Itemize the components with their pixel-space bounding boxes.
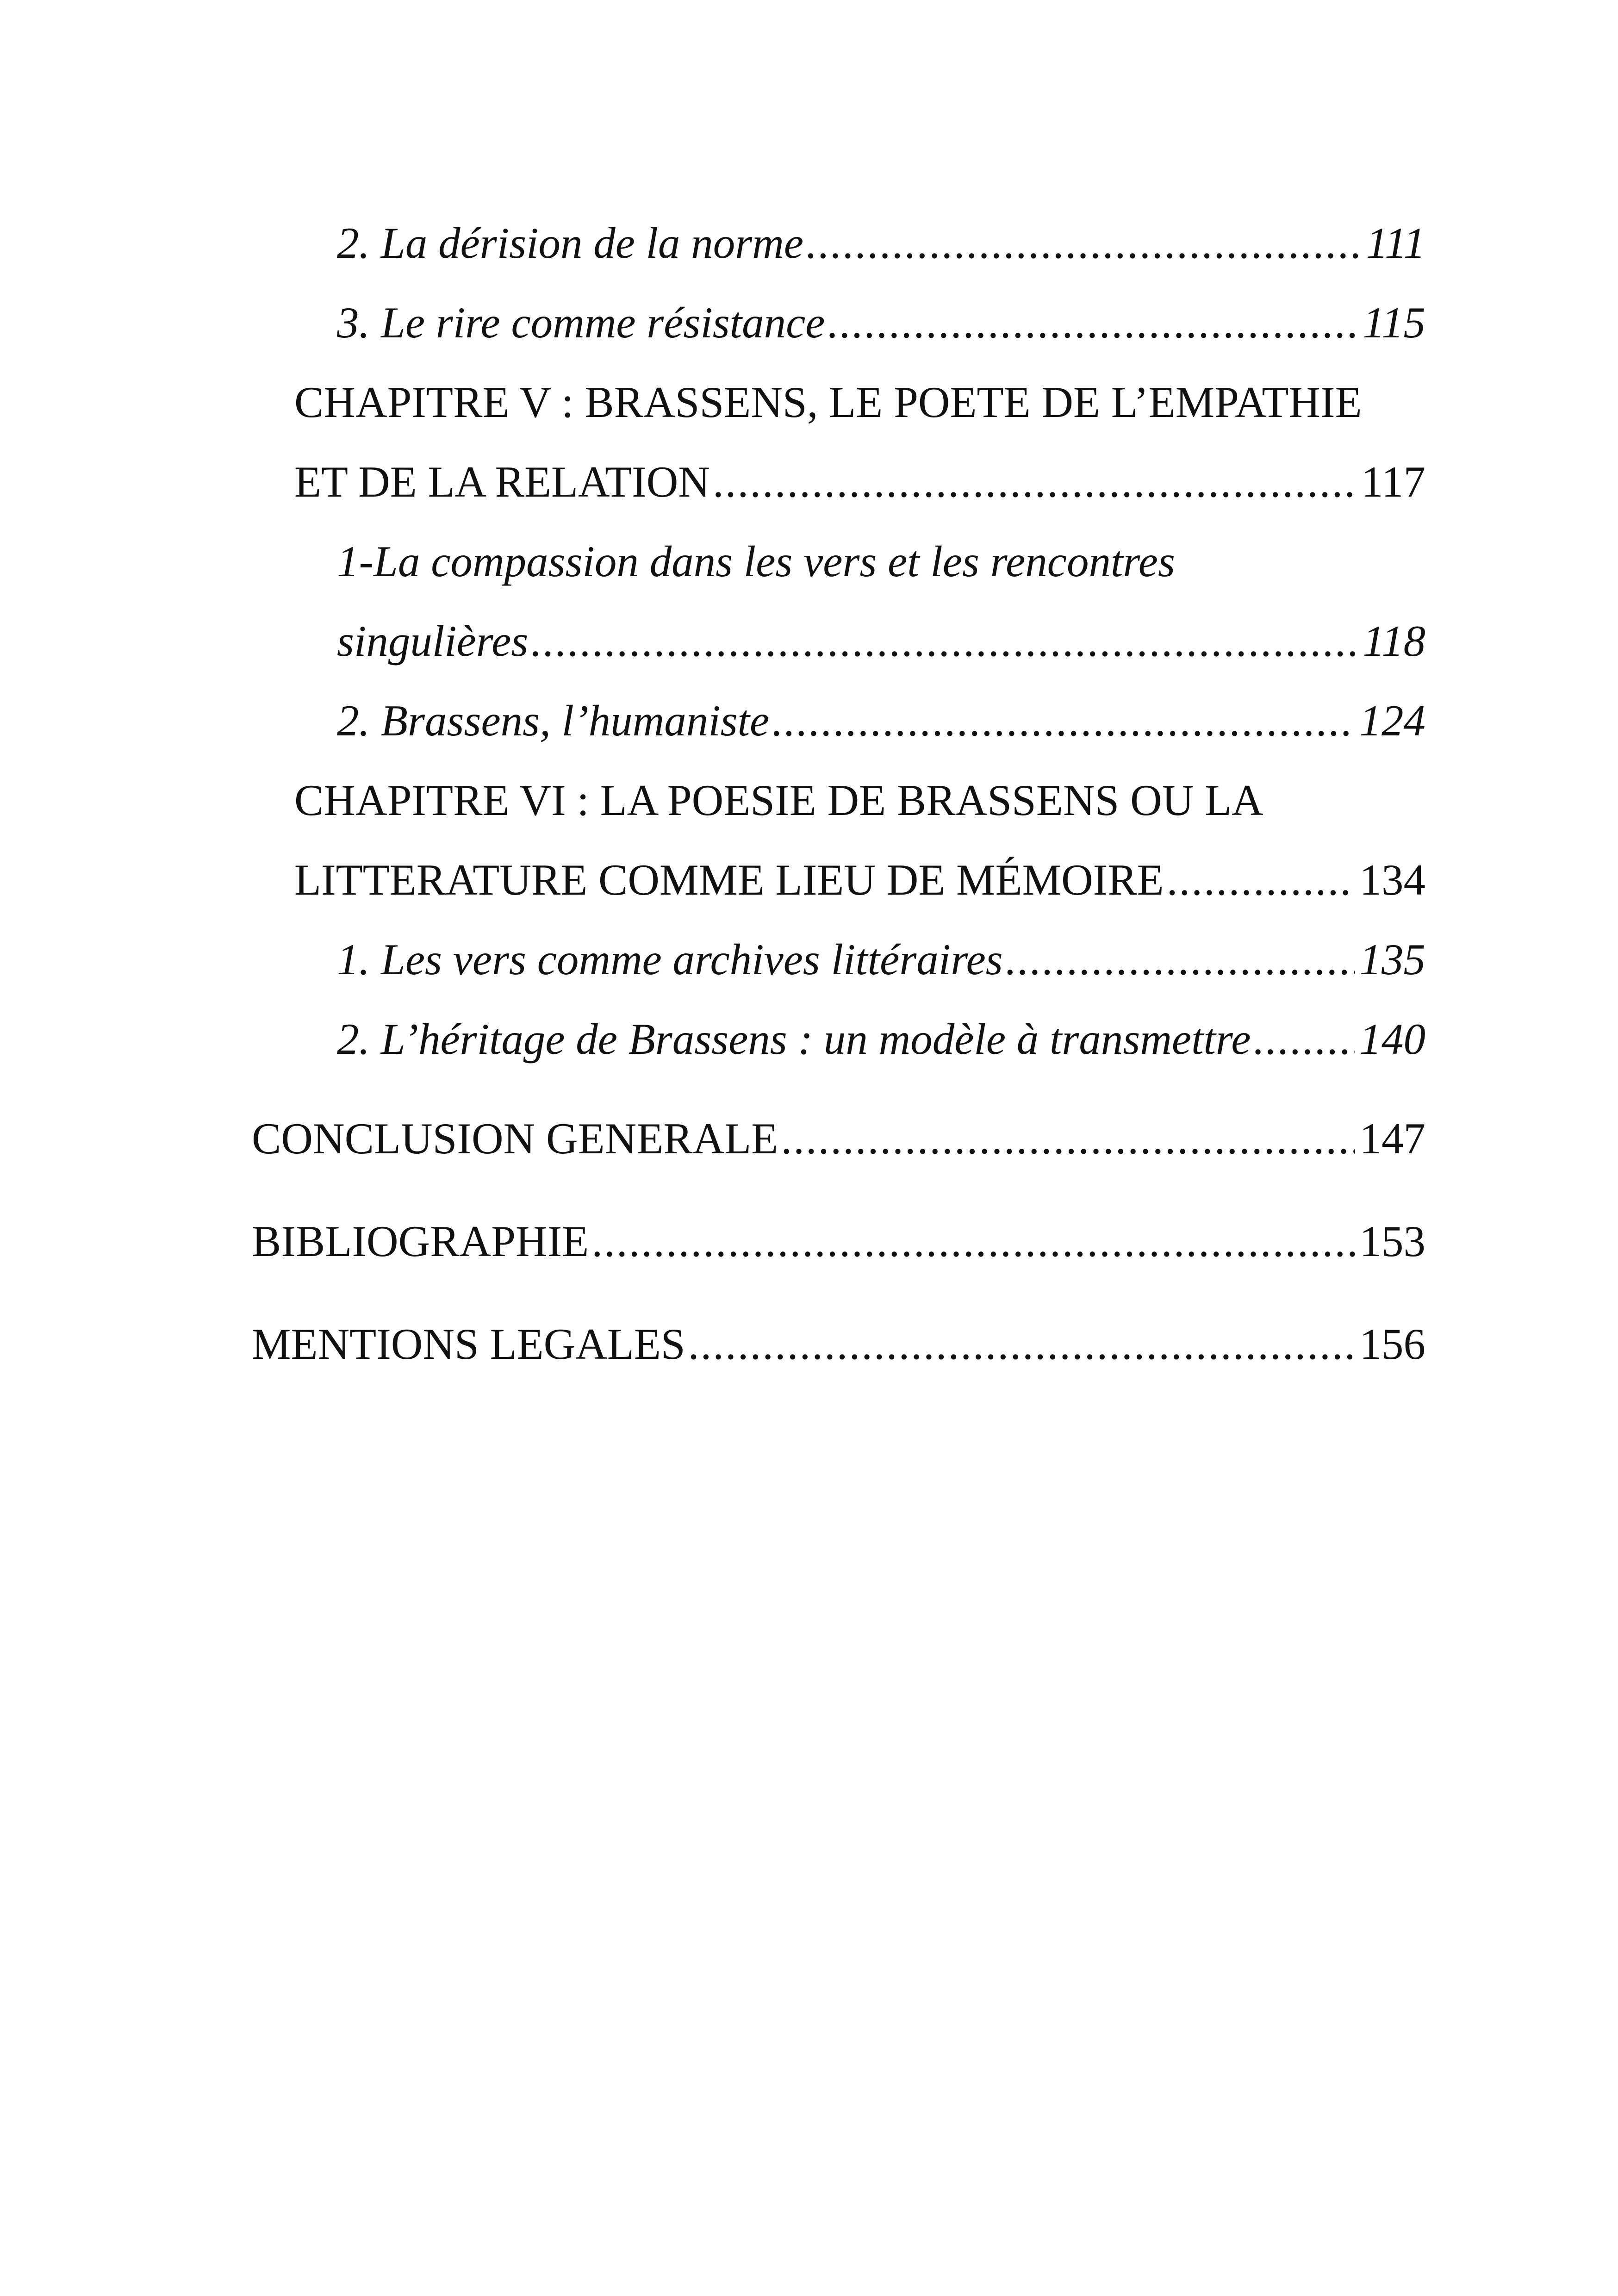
toc-entry[interactable]: [337, 295, 1425, 350]
dot-leader: [806, 215, 1362, 271]
toc-entry-title: MENTIONS LEGALES: [252, 1319, 685, 1369]
toc-entry-page: 117: [1361, 457, 1425, 506]
toc-entry-page: 147: [1359, 1114, 1425, 1163]
toc-entry-title: 3. Le rire comme résistance: [337, 298, 825, 347]
toc-entry-title-line1: CHAPITRE V : BRASSENS, LE POETE DE L’EMPATHIE: [294, 378, 1362, 427]
toc-entry-page: 134: [1359, 855, 1425, 904]
toc-entry-page: 115: [1363, 298, 1425, 347]
toc-entry-section[interactable]: [252, 1111, 1425, 1166]
dot-leader: [1254, 1011, 1355, 1067]
toc-entry-page: 118: [1363, 616, 1425, 666]
toc-entry-page: 135: [1359, 935, 1425, 984]
toc-entry-page: 153: [1359, 1217, 1425, 1266]
dot-leader: [781, 1111, 1355, 1166]
toc-entry-page: 124: [1359, 696, 1425, 745]
toc-entry[interactable]: [337, 932, 1425, 987]
toc-entry-section[interactable]: [252, 1316, 1425, 1372]
toc-entry-title: CONCLUSION GENERALE: [252, 1114, 778, 1163]
toc-entry-title: 2. Brassens, l’humaniste: [337, 696, 770, 745]
toc-entry-title: BIBLIOGRAPHIE: [252, 1217, 589, 1266]
dot-leader: [713, 454, 1357, 510]
toc-entry[interactable]: [337, 693, 1425, 748]
toc-entry-title-line1: 1-La compassion dans les vers et les rencontres: [337, 537, 1175, 586]
dot-leader: [1006, 932, 1355, 987]
toc-entry-section[interactable]: [252, 1213, 1425, 1269]
toc-entry-title: ET DE LA RELATION: [294, 457, 710, 506]
dot-leader: [1167, 852, 1355, 908]
toc-entry-chapter[interactable]: [294, 772, 1425, 908]
dot-leader: [828, 295, 1358, 350]
toc-entry-page: 140: [1359, 1014, 1425, 1064]
dot-leader: [772, 693, 1355, 748]
toc-entry[interactable]: [337, 1011, 1425, 1067]
toc-entry-page: 111: [1366, 218, 1425, 268]
toc-entry-title: singulières: [337, 616, 529, 666]
toc-entry-title: 2. L’héritage de Brassens : un modèle à transmettre: [337, 1014, 1251, 1064]
toc-entry-title-line1: CHAPITRE VI : LA POESIE DE BRASSENS OU LA: [294, 776, 1263, 825]
toc-entry-chapter[interactable]: [294, 374, 1425, 510]
toc-entry-page: 156: [1359, 1319, 1425, 1369]
toc-entry-title: 1. Les vers comme archives littéraires: [337, 935, 1003, 984]
toc-entry[interactable]: [337, 534, 1425, 669]
dot-leader: [591, 1213, 1355, 1269]
toc-entry-title: LITTERATURE COMME LIEU DE MÉMOIRE: [294, 855, 1164, 904]
toc-entry[interactable]: [337, 215, 1425, 271]
toc-entry-title: 2. La dérision de la norme: [337, 218, 804, 268]
dot-leader: [688, 1316, 1355, 1372]
dot-leader: [531, 613, 1358, 669]
